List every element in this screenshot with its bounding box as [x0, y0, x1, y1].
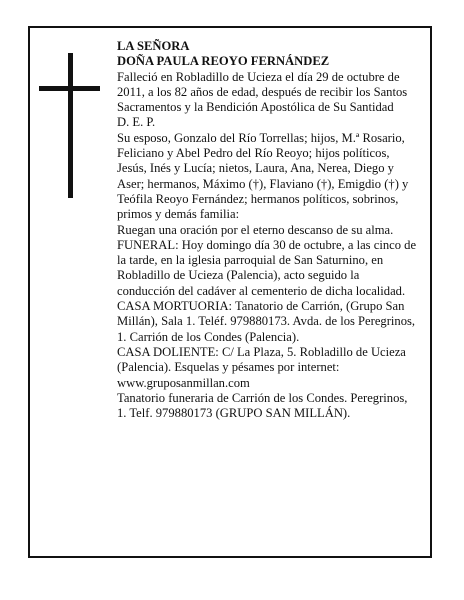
casa-mortuoria-info: CASA MORTUORIA: Tanatorio de Carrión, (Grupo San Millán), Sala 1. Teléf. 979880173. Avda. de los Peregrinos, 1. Carrión de los Condes (Palencia).	[117, 299, 416, 344]
casa-doliente-info: CASA DOLIENTE: C/ La Plaza, 5. Robladillo de Ucieza (Palencia). Esquelas y pésames por internet: www.gruposanmillan.com	[117, 344, 406, 390]
title-line-1: LA SEÑORA	[117, 39, 190, 53]
family-list: Su esposo, Gonzalo del Río Torrellas; hijos, M.ª Rosario, Feliciano y Abel Pedro del Río Reoyo; hijos políticos, Jesús, Inés y Lucía; nietos, Laura, Ana, Nerea, Diego y Aser; hermanos, Máximo (†), Flaviano (†), Emigdio (†) y Teófila Reoyo Fernández; hermanos políticos, sobrinos, primos y demás familia:	[117, 130, 409, 222]
funeral-home-info: Tanatorio funeraria de Carrión de los Condes. Peregrinos, 1. Telf. 979880173 (GRUPO SAN MILLÁN).	[117, 390, 408, 421]
title-line-2: DOÑA PAULA REOYO FERNÁNDEZ	[117, 54, 330, 69]
obituary-text	[117, 39, 417, 421]
prayer-request: Ruegan una oración por el eterno descanso de su alma.	[117, 222, 394, 237]
dep-line: D. E. P.	[117, 115, 156, 130]
cross-vertical-bar	[68, 53, 73, 198]
funeral-info: FUNERAL: Hoy domingo día 30 de octubre, a las cinco de la tarde, en la iglesia parroquial de San Saturnino, en Robladillo de Ucieza (Palencia), acto seguido la conducción del cadáver al cementerio de dicha localidad.	[117, 237, 417, 298]
cross-horizontal-bar	[39, 86, 100, 91]
death-notice: Falleció en Robladillo de Ucieza el día 29 de octubre de 2011, a los 82 años de edad, después de recibir los Santos Sacramentos y la Bendición Apostólica de Su Santidad	[117, 69, 408, 115]
